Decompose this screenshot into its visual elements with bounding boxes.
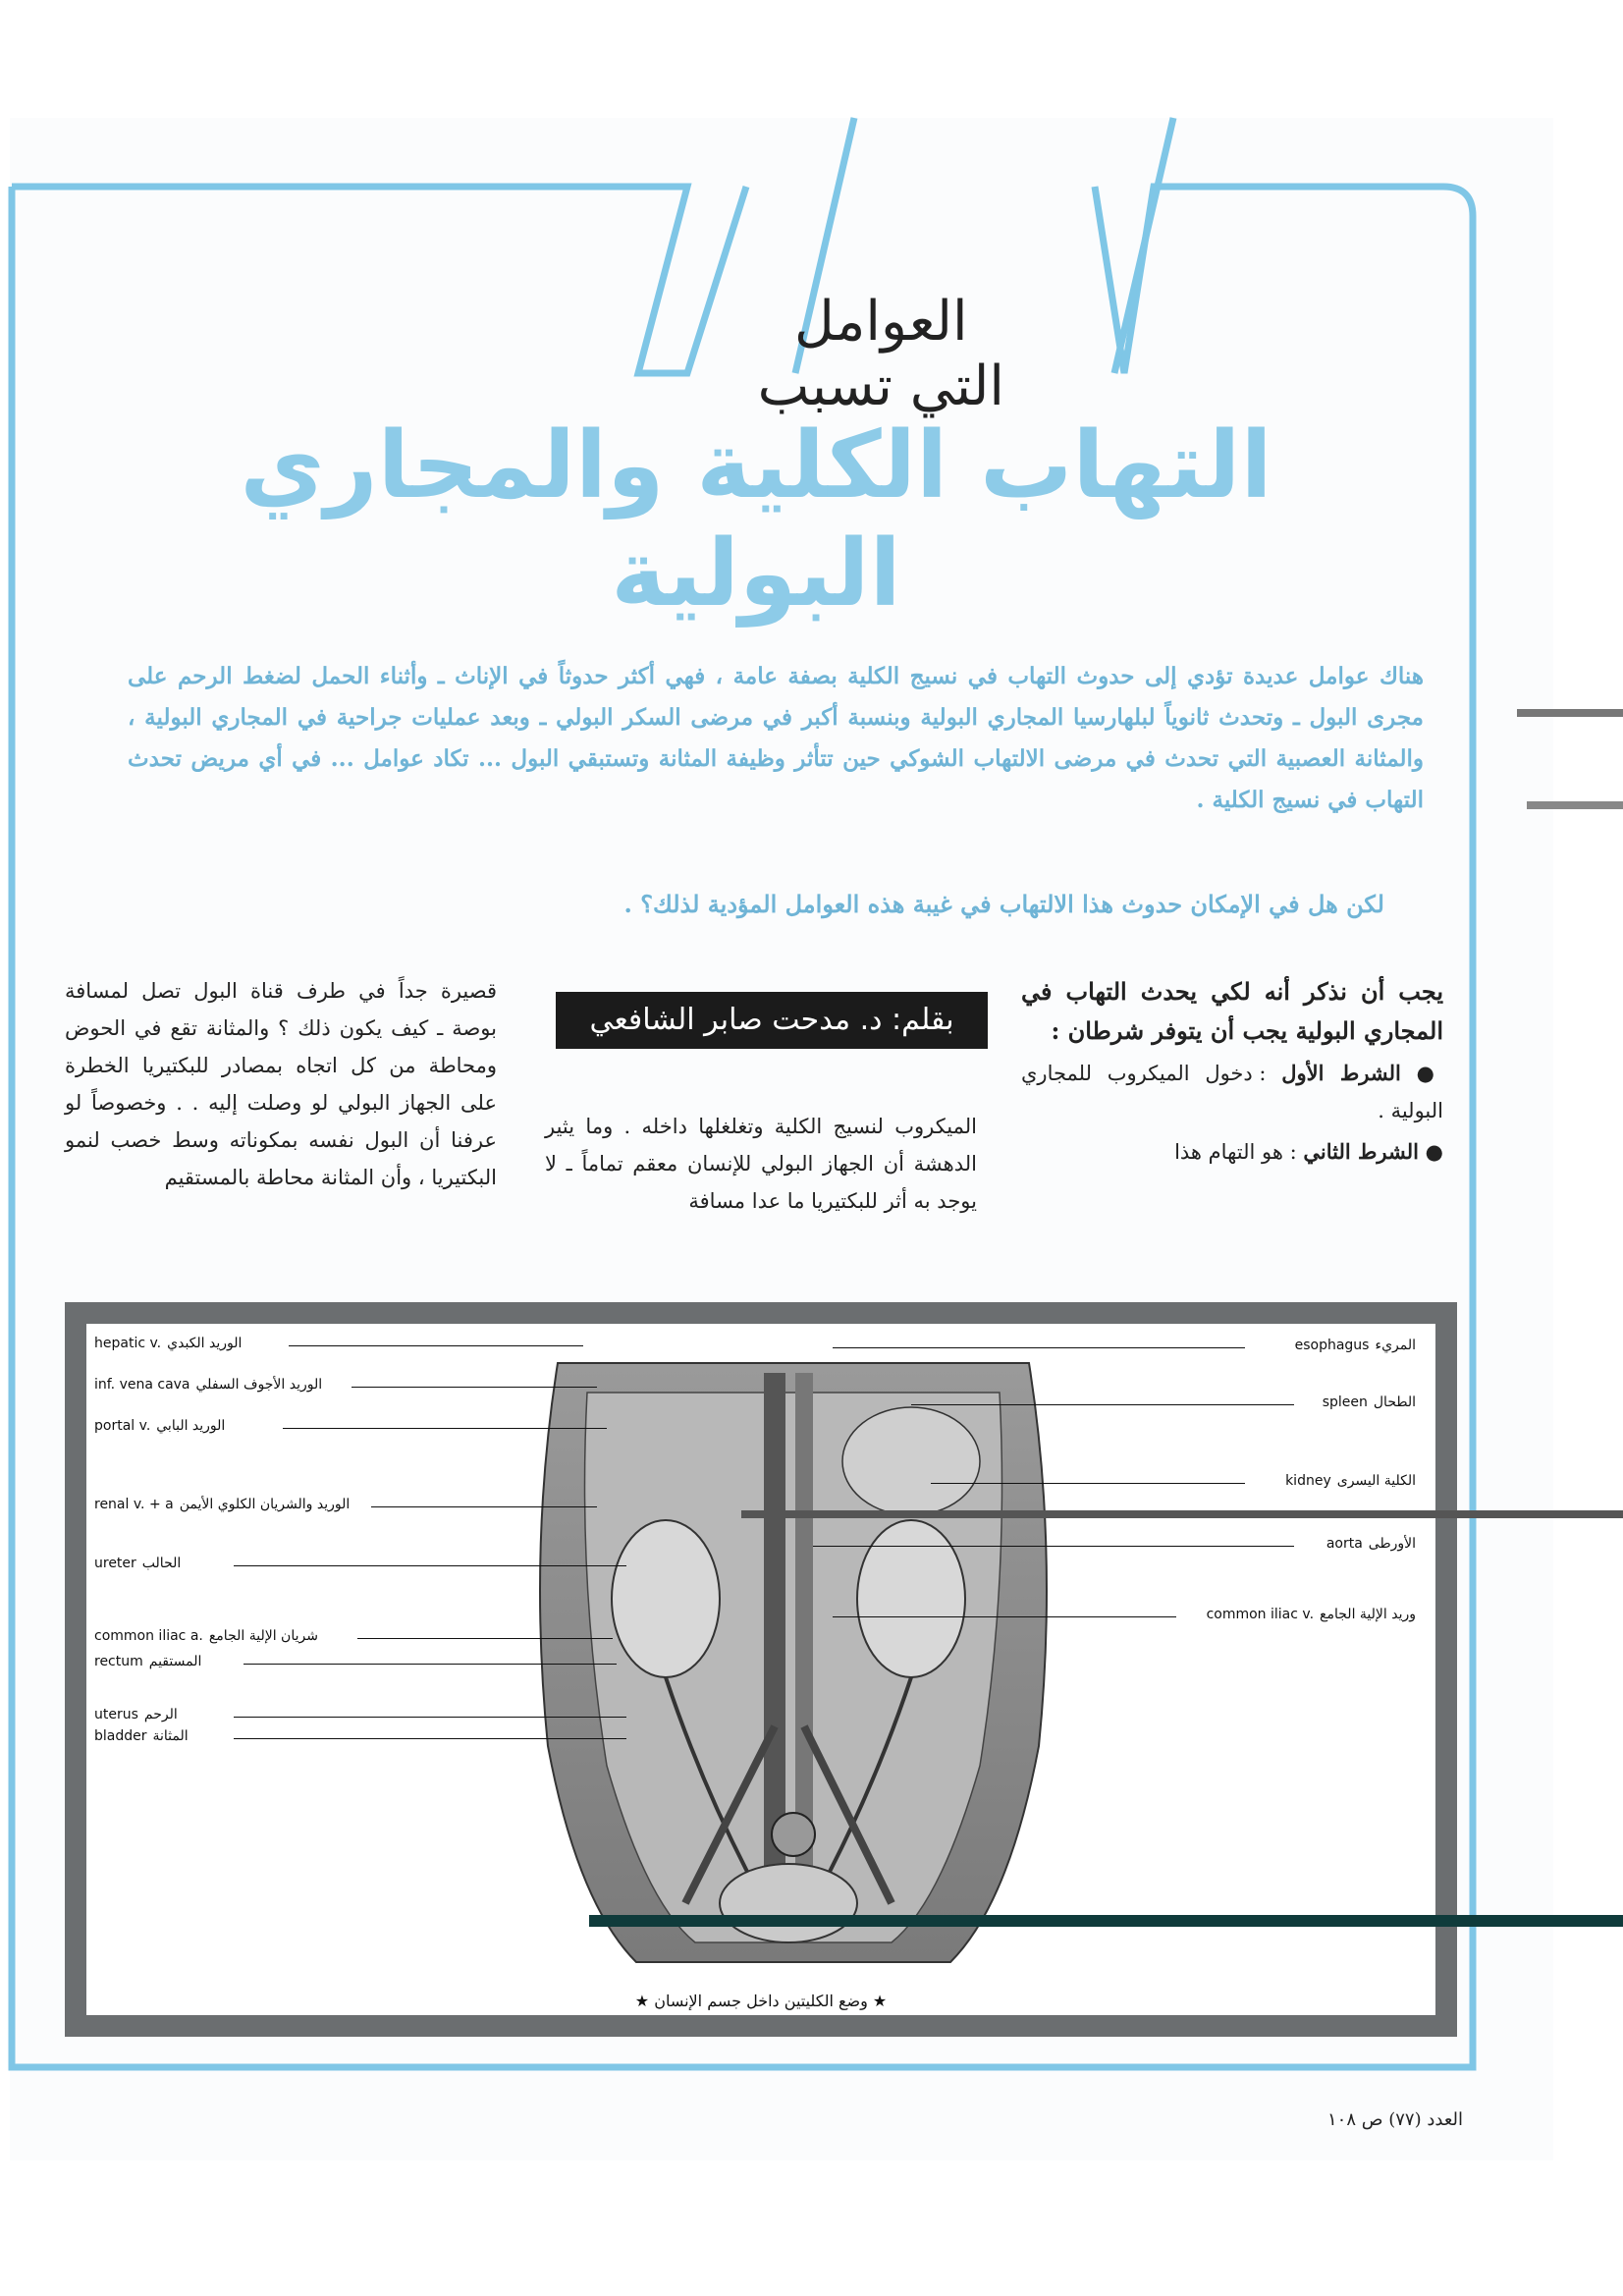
article-headline: التهاب الكلية والمجاري البولية xyxy=(240,412,1272,628)
column-lead: يجب أن نذكر أنه لكي يحدث التهاب في المجاري البولية يجب أن يتوفر شرطان : xyxy=(1021,977,1443,1045)
leader-line xyxy=(931,1483,1245,1484)
scan-glitch xyxy=(1517,709,1623,717)
leader-line xyxy=(352,1387,597,1388)
leader-line xyxy=(371,1506,597,1507)
label-bladder: bladder المثانة xyxy=(94,1728,189,1744)
figure-panel xyxy=(86,1324,1435,2015)
column-right xyxy=(1021,972,1443,1171)
label-common-iliac-v: common iliac v. وريد الإلية الجامع xyxy=(1206,1607,1416,1622)
label-rectum: rectum المستقيم xyxy=(94,1654,202,1669)
leader-line xyxy=(833,1616,1176,1617)
label-spleen: spleen الطحال xyxy=(1322,1394,1416,1410)
label-esophagus: esophagus المريء xyxy=(1294,1338,1416,1353)
anatomy-illustration xyxy=(518,1353,1068,1982)
condition-2-label: الشرط الثاني xyxy=(1303,1139,1419,1164)
leader-line xyxy=(283,1428,607,1429)
kicker-line-1: العوامل xyxy=(794,290,968,354)
leader-line xyxy=(243,1664,617,1665)
condition-1 xyxy=(1021,1055,1443,1129)
label-renal: renal v. + a الوريد والشريان الكلوي الأيمن xyxy=(94,1497,351,1512)
kicker-line-2: التي تسبب xyxy=(757,355,1004,418)
label-ureter: ureter الحالب xyxy=(94,1556,182,1571)
leader-line xyxy=(813,1546,1294,1547)
leader-line xyxy=(911,1404,1294,1405)
scan-glitch xyxy=(741,1510,1623,1518)
bullet-icon: ● xyxy=(1425,1140,1443,1164)
label-kidney: kidney الكلية اليسرى xyxy=(1285,1473,1416,1489)
label-hepatic-v: hepatic v. الوريد الكبدي xyxy=(94,1336,243,1351)
figure-caption: ★ وضع الكليتين داخل جسم الإنسان ★ xyxy=(634,1992,888,2010)
condition-2 xyxy=(1021,1133,1443,1171)
scan-glitch xyxy=(1527,801,1623,809)
label-common-iliac-a: common iliac a. شريان الإلية الجامع xyxy=(94,1628,318,1644)
leader-line xyxy=(833,1347,1245,1348)
leader-line xyxy=(234,1717,626,1718)
condition-2-text: : هو التهام هذا xyxy=(1174,1140,1297,1164)
leader-line xyxy=(234,1738,626,1739)
leader-line xyxy=(357,1638,613,1639)
bullet-icon: ● xyxy=(1416,1062,1443,1085)
intro-paragraph: هناك عوامل عديدة تؤدي إلى حدوث التهاب في نسيج الكلية بصفة عامة ، فهي أكثر حدوثاً في الإناث ـ وأثناء الحمل لضغط الرحم على مجرى البول ـ وتحدث ثانوياً لبلهارسيا المجاري البولية وبنسبة أكبر في مرضى السكر البولي ـ وبعد عمليات جراحية في المجاري البولية ، والمثانة العصبية التي تحدث في مرضى الالتهاب الشوكي حين تتأثر وظيفة المثانة وتستبقي البول ... تكاد عوامل ... في أي مريض تحدث التهاب في نسيج الكلية . xyxy=(128,663,1424,813)
column-middle: الميكروب لنسيج الكلية وتغلغلها داخله . وما يثير الدهشة أن الجهاز البولي للإنسان معقم تماماً ـ لا يوجد به أثر للبكتيريا ما عدا مسافة xyxy=(545,1115,977,1213)
leader-line xyxy=(234,1565,626,1566)
condition-1-text: : دخول الميكروب للمجاري البولية . xyxy=(1021,1062,1443,1122)
label-uterus: uterus الرحم xyxy=(94,1707,178,1722)
condition-1-label: الشرط الأول xyxy=(1281,1061,1401,1085)
page-footer: العدد (٧٧) ص ١٠٨ xyxy=(1327,2109,1463,2130)
headline-kicker xyxy=(758,290,1004,419)
author-byline: بقلم: د. مدحت صابر الشافعي xyxy=(556,992,988,1049)
label-inf-vena-cava: inf. vena cava الوريد الأجوف السفلي xyxy=(94,1377,323,1393)
label-aorta: aorta الأورطى xyxy=(1325,1536,1416,1552)
column-left: قصيرة جداً في طرف قناة البول تصل لمسافة بوصة ـ كيف يكون ذلك ؟ والمثانة تقع في الحوض ومحاطة من كل اتجاه بمصادر للبكتيريا الخطرة على الجهاز البولي لو وصلت إليه . . وخصوصاً لو عرفنا أن البول نفسه بمكوناته وسط خصب لنمو البكتيريا ، وأن المثانة محاطة بالمستقيم xyxy=(65,979,497,1189)
scan-glitch xyxy=(589,1915,1623,1927)
intro-question: لكن هل في الإمكان حدوث هذا الالتهاب في غيبة هذه العوامل المؤدية لذلك؟ . xyxy=(623,890,1384,918)
leader-line xyxy=(289,1345,583,1346)
label-portal-v: portal v. الوريد البابي xyxy=(94,1418,226,1434)
